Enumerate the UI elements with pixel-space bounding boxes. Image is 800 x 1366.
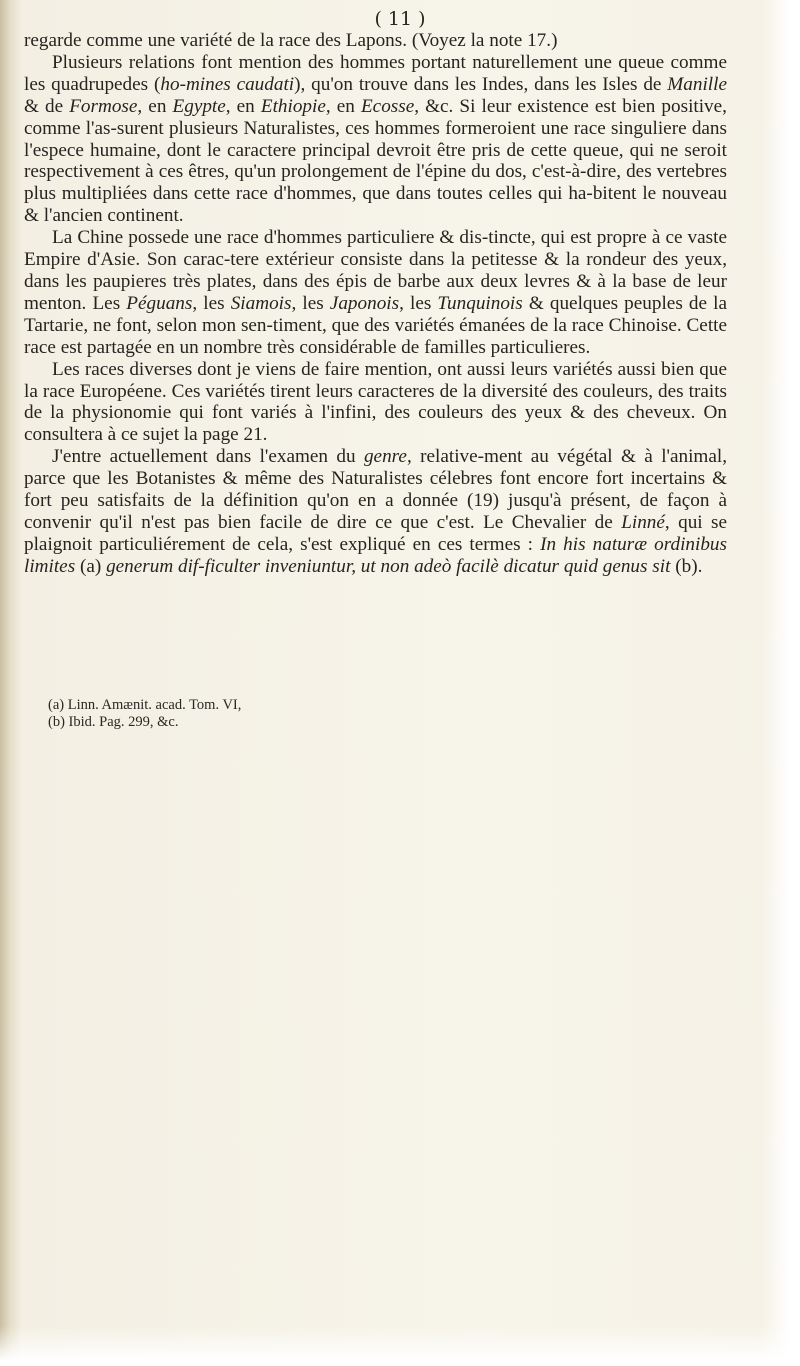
italic-run: generum dif-ficulter inveniuntur, ut non adeò facilè dicatur quid genus sit: [106, 555, 671, 577]
paragraph: [24, 30, 727, 52]
paragraph: [24, 227, 727, 358]
page-edge-shadow: [760, 0, 800, 1366]
text-run: , relative-ment au végétal & à l'animal, parce que les Botanistes & même des Naturalistes célebres font encore fort incertains & fort peu satisfaits de la définition qu'on en a donnée (19) jusqu'à présent, de façon à convenir qu'il n'est pas bien facile de dire ce que c'est. Le Chevalier de: [24, 446, 727, 533]
italic-run: Formose: [69, 95, 138, 117]
text-run: (b).: [670, 555, 703, 577]
paragraph: [24, 359, 727, 447]
italic-run: Linné: [621, 511, 665, 533]
text-run: & quelques peuples de la Tartarie, ne font, selon mon sen-timent, que des variétés émanées de la race Chinoise. Cette race est partagée en un nombre très considérable de familles particulieres.: [24, 292, 727, 358]
text-run: , en: [137, 95, 173, 117]
italic-run: Japonois: [329, 292, 400, 314]
text-run: (a): [75, 555, 107, 577]
page-edge-shadow: [0, 1326, 800, 1366]
italic-run: ho-mines caudati: [160, 73, 295, 95]
text-run: , les: [399, 292, 438, 314]
italic-run: genre: [363, 446, 407, 468]
italic-run: Egypte: [172, 95, 226, 117]
page-number: ( 11 ): [374, 8, 426, 30]
italic-run: Siamois: [230, 292, 292, 314]
italic-run: Ecosse: [360, 95, 415, 117]
text-run: Les races diverses dont je viens de faire mention, ont aussi leurs variétés aussi bien que la race Européene. Ces variétés tirent leurs caracteres de la diversité des couleurs, des traits de la physionomie qui font variés à l'infini, des couleurs des yeux & des cheveux. On consultera à ce sujet la page 21.: [24, 358, 727, 446]
footnotes: [48, 697, 748, 731]
text-run: La Chine possede une race d'hommes particuliere & dis-tincte, qui est propre à ce vaste Empire d'Asie. Son carac-tere extérieur consiste dans la petitesse & la rondeur des yeux, dans les paupieres très plates, dans des épis de barbe aux deux levres & à la base de leur menton. Les: [24, 227, 727, 314]
text-run: , en: [225, 95, 261, 117]
text-run: , qui se plaignoit particuliérement de cela, s'est expliqué en ces termes :: [24, 511, 727, 555]
paragraph: [24, 446, 727, 577]
footnote: (a) Linn. Amænit. acad. Tom. VI,: [48, 697, 242, 713]
body-text: [24, 30, 727, 578]
text-run: Plusieurs relations font mention des hommes portant naturellement une queue comme les quadrupedes (: [24, 51, 727, 95]
text-run: , en: [325, 95, 361, 117]
italic-run: Péguans: [126, 292, 193, 314]
text-run: , les: [192, 292, 231, 314]
text-run: ), qu'on trouve dans les Indes, dans les Isles de: [294, 73, 668, 95]
italic-run: Tunquinois: [437, 292, 523, 314]
text-run: & de: [24, 95, 70, 117]
italic-run: Manille: [667, 73, 727, 95]
text-run: , &c. Si leur existence est bien positive, comme l'as-surent plusieurs Naturalistes, ces hommes formeroient une race singuliere dans l'espece humaine, dont le caractere principal devroit être pris de cette queue, qui ne seroit respectivement à ces êtres, qu'un prolongement de l'épine du dos, c'est-à-dire, des vertebres plus multipliées dans cette race d'hommes, que dans toutes celles qui ha-bitent le nouveau & l'ancien continent.: [24, 95, 727, 227]
text-run: J'entre actuellement dans l'examen du: [52, 446, 364, 468]
text-run: regarde comme une variété de la race des Lapons. (Voyez la note 17.): [24, 30, 558, 51]
footnote: (b) Ibid. Pag. 299, &c.: [48, 714, 179, 730]
italic-run: In his naturæ ordinibus limites: [24, 533, 727, 577]
paragraph: [24, 52, 727, 227]
italic-run: Ethiopie: [260, 95, 326, 117]
text-run: , les: [291, 292, 330, 314]
